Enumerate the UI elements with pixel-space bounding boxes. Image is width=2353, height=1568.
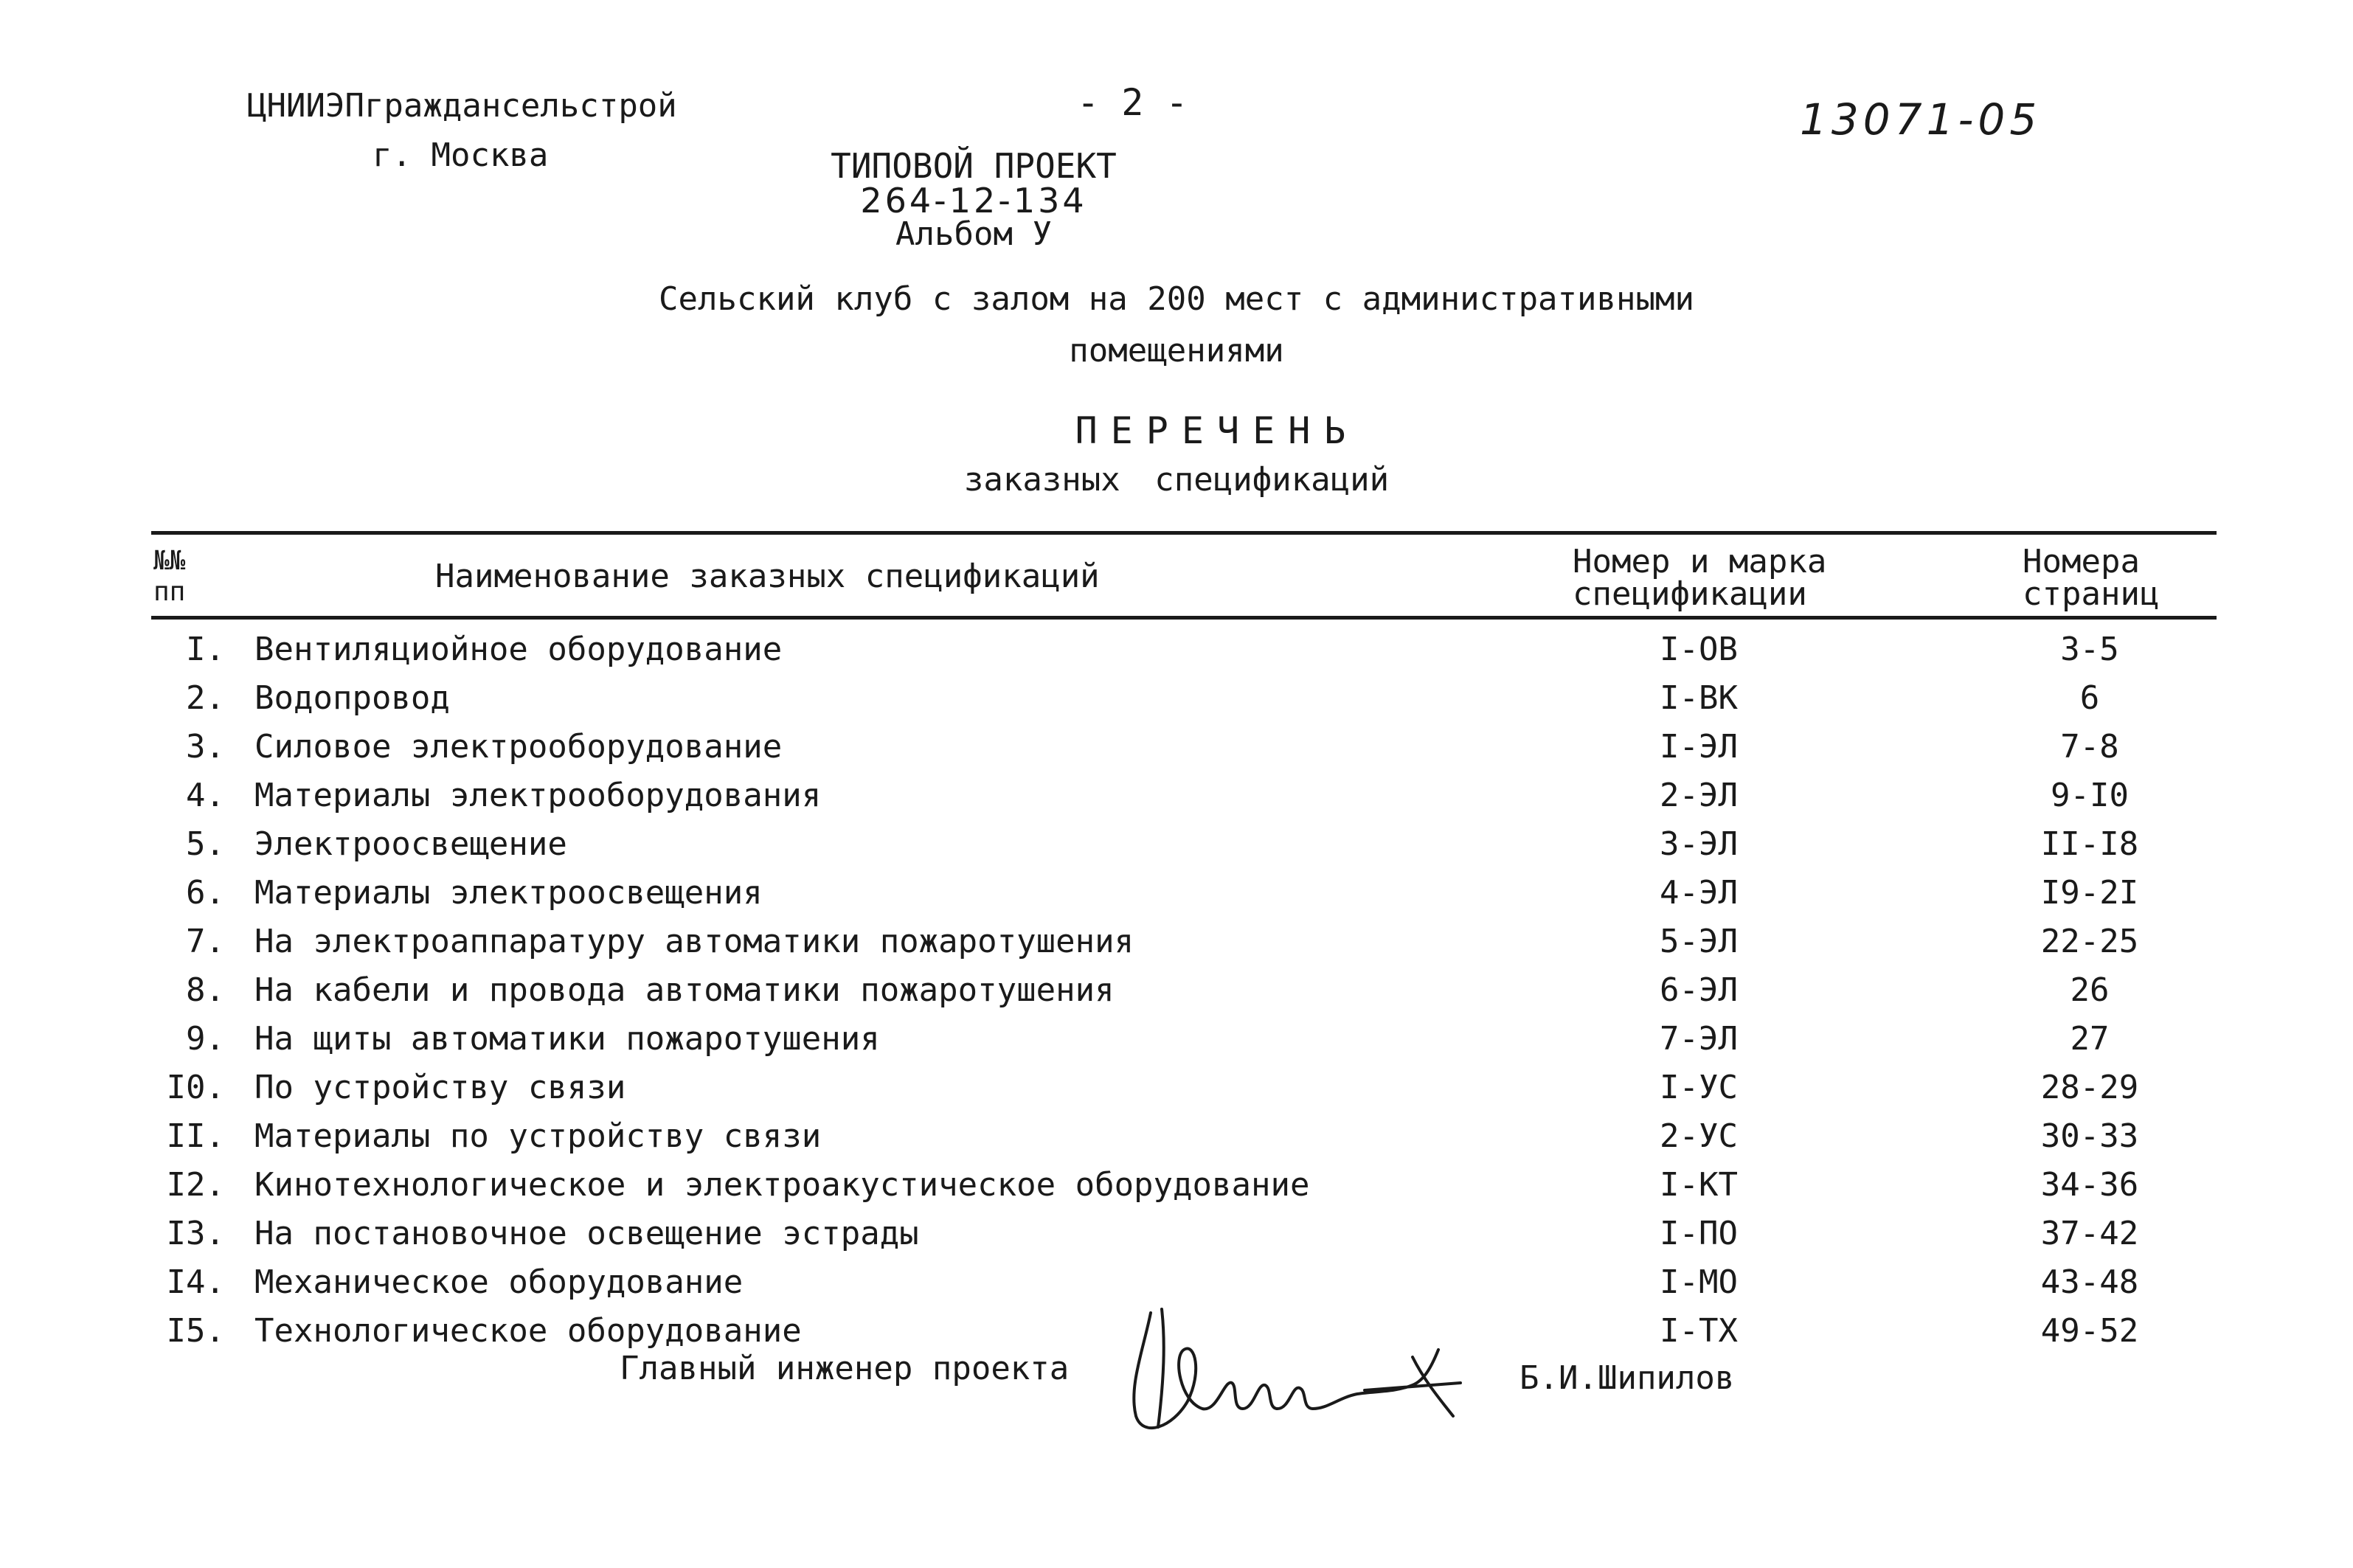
handwritten-signature bbox=[1121, 1298, 1468, 1446]
organization-name: ЦНИИЭПграждансельстрой bbox=[247, 87, 677, 125]
signature-name: Б.И.Шипилов bbox=[1519, 1359, 1735, 1397]
table-top-rule bbox=[151, 531, 2217, 535]
row-mark: I-КТ bbox=[1660, 1166, 1738, 1204]
row-name: Вентиляциойное оборудование bbox=[254, 631, 783, 668]
table-row bbox=[0, 771, 2353, 820]
table-row bbox=[0, 966, 2353, 1015]
row-pages: 26 bbox=[2070, 971, 2110, 1009]
table-row bbox=[0, 1210, 2353, 1258]
row-mark: I-ВК bbox=[1660, 679, 1738, 717]
row-number: I. bbox=[186, 631, 225, 668]
header-pages-line2: страниц bbox=[2023, 575, 2160, 613]
row-mark: I-ЭЛ bbox=[1660, 728, 1738, 766]
row-pages: I9-2I bbox=[2040, 874, 2139, 912]
object-title: Сельский клуб с залом на 200 мест с административными bbox=[659, 280, 1694, 318]
row-mark: I-УС bbox=[1660, 1069, 1738, 1106]
object-title-continued: помещениями bbox=[1069, 332, 1284, 370]
row-name: Водопровод bbox=[254, 679, 450, 717]
row-mark: 3-ЭЛ bbox=[1660, 825, 1738, 863]
project-type: ТИПОВОЙ ПРОЕКТ bbox=[831, 146, 1117, 186]
header-number bbox=[153, 546, 185, 608]
row-pages: II-I8 bbox=[2040, 825, 2139, 863]
row-number: 3. bbox=[186, 728, 225, 766]
row-pages: 30-33 bbox=[2040, 1117, 2139, 1155]
row-pages: 7-8 bbox=[2060, 728, 2119, 766]
row-number: 9. bbox=[186, 1020, 225, 1058]
row-pages: 37-42 bbox=[2040, 1215, 2139, 1252]
row-number: I5. bbox=[166, 1312, 225, 1350]
row-number: I0. bbox=[166, 1069, 225, 1106]
table-row bbox=[0, 1112, 2353, 1161]
table-row bbox=[0, 674, 2353, 723]
row-mark: I-ТХ bbox=[1660, 1312, 1738, 1350]
project-number: 264-12-134 bbox=[860, 181, 1087, 221]
row-number: I2. bbox=[166, 1166, 225, 1204]
row-number: 7. bbox=[186, 923, 225, 960]
signature-label: Главный инженер проекта bbox=[620, 1350, 1070, 1387]
header-pages bbox=[2023, 543, 2160, 613]
row-pages: 22-25 bbox=[2040, 923, 2139, 960]
row-mark: 7-ЭЛ bbox=[1660, 1020, 1738, 1058]
table-row bbox=[0, 917, 2353, 966]
row-pages: 9-I0 bbox=[2051, 777, 2129, 814]
table-header-rule bbox=[151, 616, 2217, 620]
row-name: Силовое электрооборудование bbox=[254, 728, 783, 766]
row-name: Электроосвещение bbox=[254, 825, 567, 863]
list-subtitle: заказных спецификаций bbox=[963, 461, 1390, 499]
table-row bbox=[0, 723, 2353, 771]
album-label: Альбом У bbox=[895, 215, 1052, 253]
row-mark: 2-ЭЛ bbox=[1660, 777, 1738, 814]
row-number: 2. bbox=[186, 679, 225, 717]
row-pages: 49-52 bbox=[2040, 1312, 2139, 1350]
header-number-line2: пп bbox=[153, 577, 186, 607]
header-mark-line1: Номер и марка bbox=[1573, 543, 1827, 580]
row-number: 8. bbox=[186, 971, 225, 1009]
row-pages: 43-48 bbox=[2040, 1263, 2139, 1301]
row-number: I4. bbox=[166, 1263, 225, 1301]
row-name: Кинотехнологическое и электроакустическое оборудование bbox=[254, 1166, 1310, 1204]
row-pages: 3-5 bbox=[2060, 631, 2119, 668]
row-number: 6. bbox=[186, 874, 225, 912]
table-row bbox=[0, 869, 2353, 917]
city-name: г. Москва bbox=[372, 136, 549, 174]
row-name: Материалы по устройству связи bbox=[254, 1117, 822, 1155]
header-mark-line2: спецификации bbox=[1573, 575, 1807, 613]
header-number-line1: №№ bbox=[153, 546, 186, 576]
row-name: Материалы электрооборудования bbox=[254, 777, 822, 814]
table-row bbox=[0, 820, 2353, 869]
table-row bbox=[0, 1064, 2353, 1112]
header-name: Наименование заказных спецификаций bbox=[435, 558, 1100, 595]
row-mark: 2-УС bbox=[1660, 1117, 1738, 1155]
row-mark: I-МО bbox=[1660, 1263, 1738, 1301]
row-pages: 27 bbox=[2070, 1020, 2110, 1058]
row-name: Технологическое оборудование bbox=[254, 1312, 802, 1350]
row-number: I3. bbox=[166, 1215, 225, 1252]
list-title: ПЕРЕЧЕНЬ bbox=[1075, 409, 1359, 452]
row-pages: 34-36 bbox=[2040, 1166, 2139, 1204]
row-number: 5. bbox=[186, 825, 225, 863]
row-mark: 4-ЭЛ bbox=[1660, 874, 1738, 912]
row-name: На щиты автоматики пожаротушения bbox=[254, 1020, 880, 1058]
table-row bbox=[0, 1161, 2353, 1210]
row-mark: 5-ЭЛ bbox=[1660, 923, 1738, 960]
row-name: Механическое оборудование bbox=[254, 1263, 744, 1301]
table-row bbox=[0, 1015, 2353, 1064]
row-number: II. bbox=[166, 1117, 225, 1155]
row-name: По устройству связи bbox=[254, 1069, 626, 1106]
header-pages-line1: Номера bbox=[2023, 543, 2140, 580]
row-mark: I-ОВ bbox=[1660, 631, 1738, 668]
row-name: На кабели и провода автоматики пожаротушения bbox=[254, 971, 1115, 1009]
header-mark bbox=[1573, 543, 1827, 613]
row-mark: I-ПО bbox=[1660, 1215, 1738, 1252]
table-row bbox=[0, 625, 2353, 674]
row-number: 4. bbox=[186, 777, 225, 814]
row-pages: 28-29 bbox=[2040, 1069, 2139, 1106]
archive-code: 13071-05 bbox=[1800, 94, 2042, 145]
row-name: На постановочное освещение эстрады bbox=[254, 1215, 919, 1252]
row-name: Материалы электроосвещения bbox=[254, 874, 763, 912]
row-pages: 6 bbox=[2079, 679, 2100, 717]
page-number: - 2 - bbox=[1077, 81, 1188, 124]
row-mark: 6-ЭЛ bbox=[1660, 971, 1738, 1009]
row-name: На электроаппаратуру автоматики пожаротушения bbox=[254, 923, 1134, 960]
